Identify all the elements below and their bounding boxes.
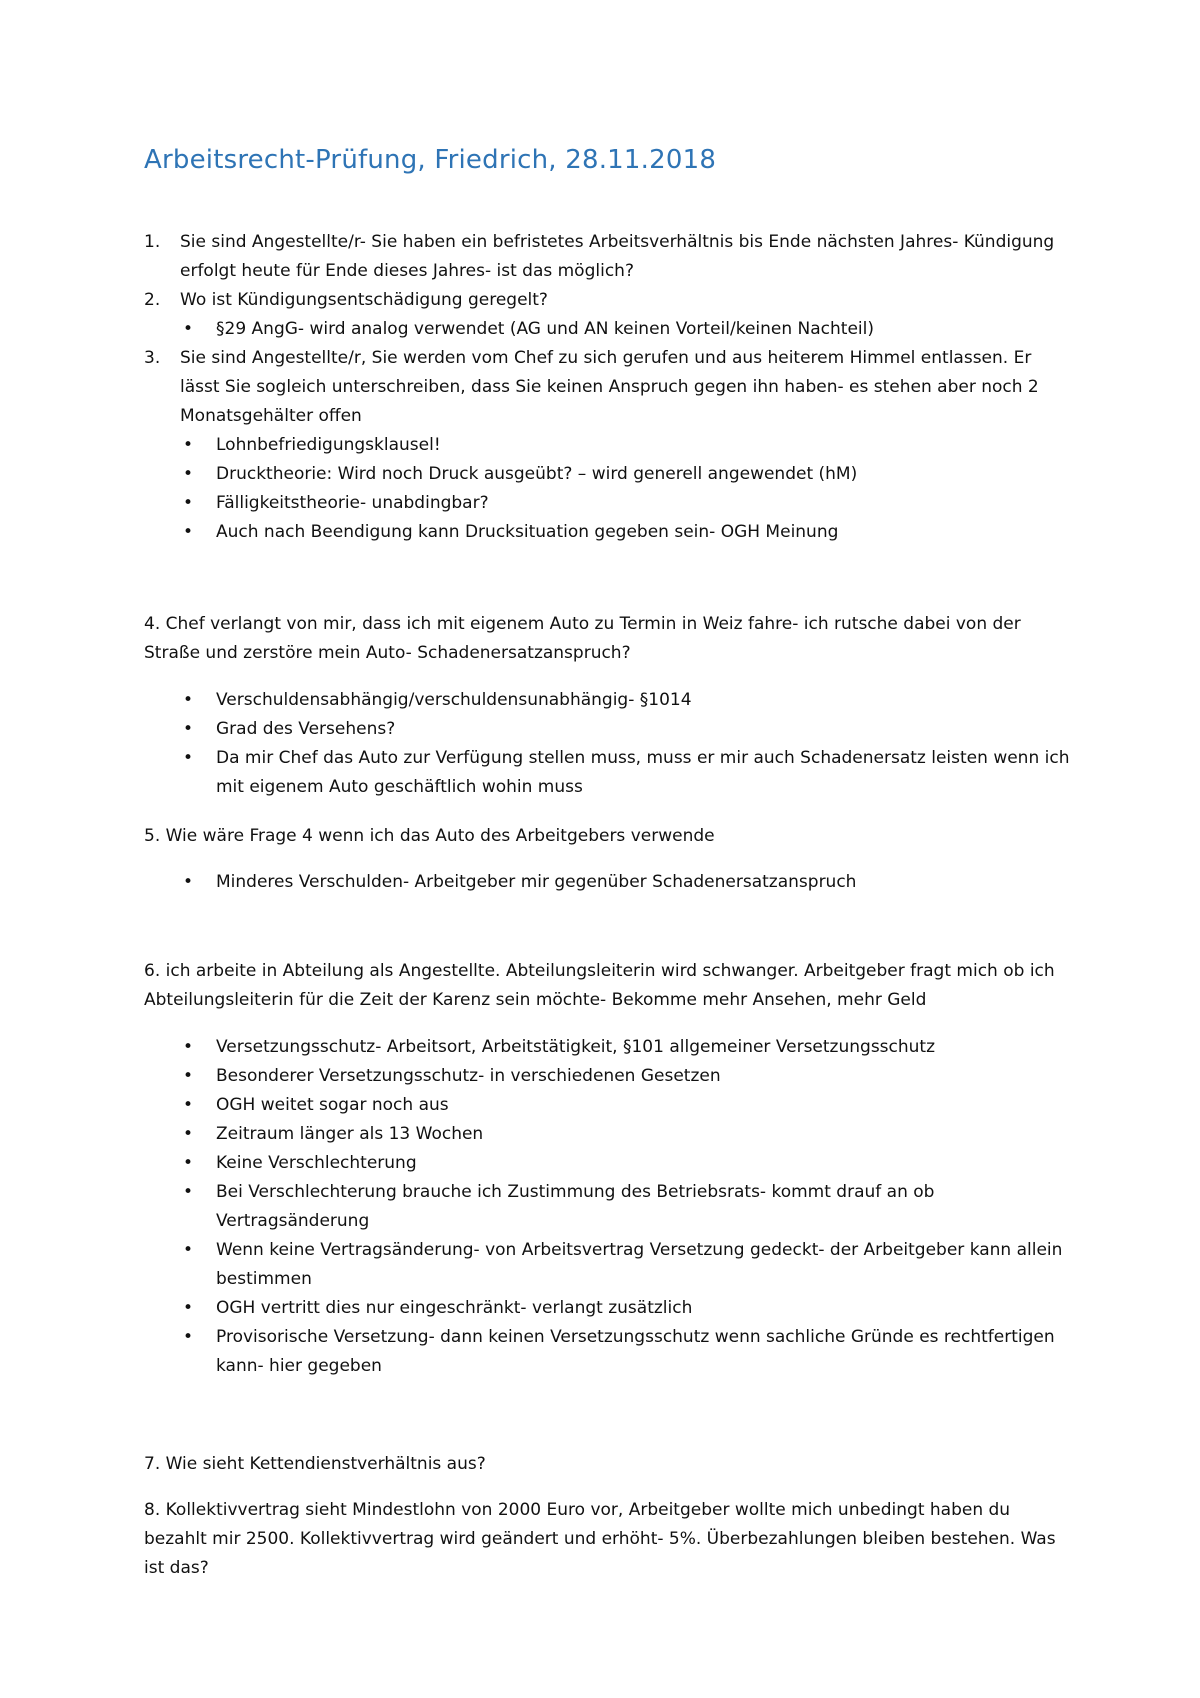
question-4: 4. Chef verlangt von mir, dass ich mit eigenem Auto zu Termin in Weiz fahre- ich rutsche dabei von der Straße und zerstöre mein Auto- Schadenersatzanspruch? (144, 614, 1021, 663)
bullet-icon: • (183, 435, 194, 455)
bullet-icon: • (183, 1327, 194, 1347)
list-item: • Zeitraum länger als 13 Wochen (180, 1120, 1080, 1149)
list-item: • Besonderer Versetzungsschutz- in verschiedenen Gesetzen (180, 1062, 1080, 1091)
list-item: • Keine Verschlechterung (180, 1149, 1080, 1178)
list-item: • Fälligkeitstheorie- unabdingbar? (180, 489, 1080, 518)
bullet-icon: • (183, 690, 194, 710)
bullet-icon: • (183, 748, 194, 768)
answer-list-6 (180, 1033, 1080, 1381)
question-number: 2. (144, 290, 161, 310)
bullet-icon: • (183, 1124, 194, 1144)
answer-list-3 (180, 431, 1080, 547)
question-8: 8. Kollektivvertrag sieht Mindestlohn von 2000 Euro vor, Arbeitgeber wollte mich unbedingt haben du bezahlt mir 2500. Kollektivvertrag wird geändert und erhöht- 5%. Überbezahlungen bleiben bestehen. Was ist das? (144, 1500, 1056, 1578)
document-title: Arbeitsrecht-Prüfung, Friedrich, 28.11.2018 (144, 145, 717, 175)
question-5: 5. Wie wäre Frage 4 wenn ich das Auto des Arbeitgebers verwende (144, 826, 715, 846)
list-item: • §29 AngG- wird analog verwendet (AG und AN keinen Vorteil/keinen Nachteil) (180, 315, 1080, 344)
question-text: Sie sind Angestellte/r- Sie haben ein befristetes Arbeitsverhältnis bis Ende nächsten Jahres- Kündigung erfolgt heute für Ende dieses Jahres- ist das möglich? (180, 232, 1055, 281)
question-number: 3. (144, 348, 161, 368)
list-item: • Verschuldensabhängig/verschuldensunabhängig- §1014 (180, 686, 1080, 715)
bullet-icon: • (183, 1066, 194, 1086)
bullet-icon: • (183, 319, 194, 339)
list-item: • Grad des Versehens? (180, 715, 1080, 744)
bullet-icon: • (183, 872, 194, 892)
list-item: • Versetzungsschutz- Arbeitsort, Arbeitstätigkeit, §101 allgemeiner Versetzungsschutz (180, 1033, 1080, 1062)
question-text: Sie sind Angestellte/r, Sie werden vom Chef zu sich gerufen und aus heiterem Himmel entlassen. Er lässt Sie sogleich unterschreiben, dass Sie keinen Anspruch gegen ihn haben- es stehen aber noch 2 Monatsgehälter offen (180, 348, 1039, 426)
question-7: 7. Wie sieht Kettendienstverhältnis aus? (144, 1454, 486, 1474)
answer-list-4 (180, 686, 1080, 802)
bullet-icon: • (183, 1182, 194, 1202)
bullet-icon: • (183, 1037, 194, 1057)
answer-list-2 (180, 315, 1080, 344)
list-item: • Da mir Chef das Auto zur Verfügung stellen muss, muss er mir auch Schadenersatz leisten wenn ich mit eigenem Auto geschäftlich wohin muss (180, 744, 1080, 802)
question-number: 1. (144, 232, 161, 252)
bullet-icon: • (183, 1095, 194, 1115)
bullet-icon: • (183, 522, 194, 542)
list-item: • Wenn keine Vertragsänderung- von Arbeitsvertrag Versetzung gedeckt- der Arbeitgeber kann allein bestimmen (180, 1236, 1080, 1294)
bullet-icon: • (183, 719, 194, 739)
question-3 (144, 344, 1064, 431)
question-text: Wo ist Kündigungsentschädigung geregelt? (180, 290, 548, 310)
bullet-icon: • (183, 464, 194, 484)
question-1 (144, 228, 1064, 286)
list-item: • Auch nach Beendigung kann Drucksituation gegeben sein- OGH Meinung (180, 518, 1080, 547)
list-item: • Provisorische Versetzung- dann keinen Versetzungsschutz wenn sachliche Gründe es rechtfertigen kann- hier gegeben (180, 1323, 1080, 1381)
bullet-icon: • (183, 1240, 194, 1260)
list-item: • OGH weitet sogar noch aus (180, 1091, 1080, 1120)
answer-list-5 (180, 868, 1080, 897)
question-2 (144, 286, 1064, 315)
list-item: • OGH vertritt dies nur eingeschränkt- verlangt zusätzlich (180, 1294, 1080, 1323)
bullet-icon: • (183, 1153, 194, 1173)
question-6: 6. ich arbeite in Abteilung als Angestellte. Abteilungsleiterin wird schwanger. Arbeitgeber fragt mich ob ich Abteilungsleiterin für die Zeit der Karenz sein möchte- Bekomme mehr Ansehen, mehr Geld (144, 961, 1055, 1010)
bullet-icon: • (183, 493, 194, 513)
list-item: • Drucktheorie: Wird noch Druck ausgeübt? – wird generell angewendet (hM) (180, 460, 1080, 489)
list-item: • Minderes Verschulden- Arbeitgeber mir gegenüber Schadenersatzanspruch (180, 868, 1080, 897)
list-item: • Lohnbefriedigungsklausel! (180, 431, 1080, 460)
list-item: • Bei Verschlechterung brauche ich Zustimmung des Betriebsrats- kommt drauf an ob Vertragsänderung (180, 1178, 1080, 1236)
bullet-icon: • (183, 1298, 194, 1318)
